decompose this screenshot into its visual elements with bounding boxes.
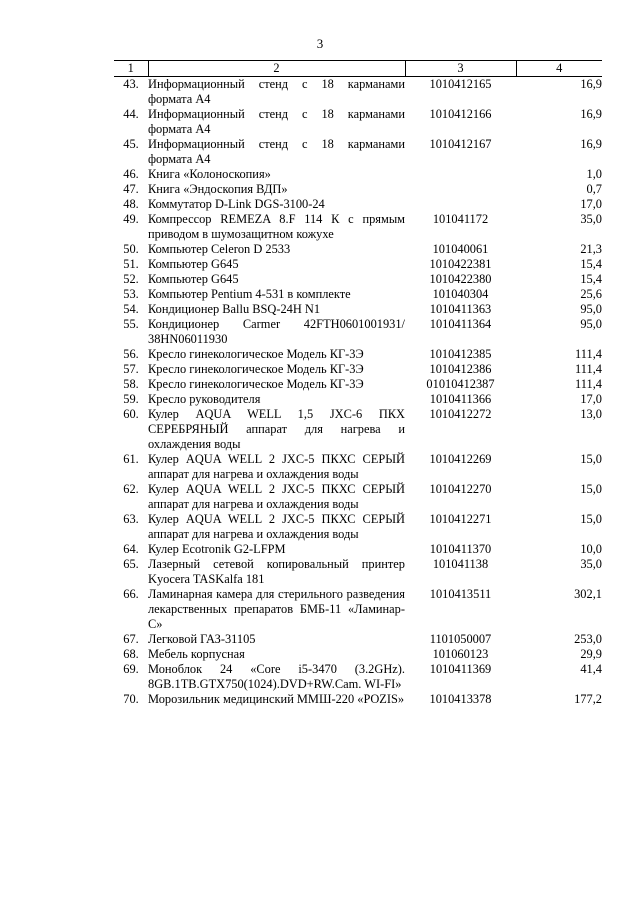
table-row bbox=[114, 452, 602, 482]
item-value: 95,0 bbox=[580, 302, 602, 316]
inventory-number: 1010412270 bbox=[429, 482, 492, 496]
item-description: Кресло гинекологическое Модель КГ-3Э bbox=[148, 377, 364, 391]
item-description: Информационный стенд с 18 карманами формата А4 bbox=[148, 107, 405, 136]
item-number: 54. bbox=[123, 302, 139, 316]
item-number: 52. bbox=[123, 272, 139, 286]
item-value: 21,3 bbox=[580, 242, 602, 256]
table-header-row bbox=[114, 61, 602, 77]
item-description: Кулер AQUA WELL 2 JXC-5 ПКХС СЕРЫЙ аппарат для нагрева и охлаждения воды bbox=[148, 452, 405, 481]
item-description: Кресло руководителя bbox=[148, 392, 261, 406]
item-value: 15,4 bbox=[580, 257, 602, 271]
inventory-number: 1010411370 bbox=[429, 542, 492, 556]
table-row bbox=[114, 662, 602, 692]
inventory-number: 1010412167 bbox=[429, 137, 492, 151]
item-value: 17,0 bbox=[580, 197, 602, 211]
item-number: 44. bbox=[123, 107, 139, 121]
item-number: 50. bbox=[123, 242, 139, 256]
table-row bbox=[114, 287, 602, 302]
item-description: Информационный стенд с 18 карманами формата А4 bbox=[148, 137, 405, 166]
item-description: Коммутатор D-Link DGS-3100-24 bbox=[148, 197, 325, 211]
column-header: 4 bbox=[516, 61, 602, 77]
table-row bbox=[114, 242, 602, 257]
item-description: Компьютер G645 bbox=[148, 257, 239, 271]
item-number: 47. bbox=[123, 182, 139, 196]
item-number: 59. bbox=[123, 392, 139, 406]
table-row bbox=[114, 272, 602, 287]
item-value: 15,0 bbox=[580, 452, 602, 466]
item-description: Ламинарная камера для стерильного разведения лекарственных препаратов БМБ-11 «Ламинар-С» bbox=[148, 587, 405, 631]
column-header: 1 bbox=[114, 61, 148, 77]
inventory-number: 101041172 bbox=[432, 212, 489, 226]
item-number: 55. bbox=[123, 317, 139, 331]
table-row bbox=[114, 197, 602, 212]
item-number: 64. bbox=[123, 542, 139, 556]
page-number: 3 bbox=[316, 36, 324, 51]
table-row bbox=[114, 77, 602, 108]
inventory-number: 101040061 bbox=[432, 242, 489, 256]
table-row bbox=[114, 542, 602, 557]
item-number: 43. bbox=[123, 77, 139, 91]
inventory-number: 1010412271 bbox=[429, 512, 492, 526]
item-number: 56. bbox=[123, 347, 139, 361]
item-value: 35,0 bbox=[580, 557, 602, 571]
item-description: Кондиционер Ballu BSQ-24H N1 bbox=[148, 302, 321, 316]
inventory-number: 101060123 bbox=[432, 647, 489, 661]
item-number: 53. bbox=[123, 287, 139, 301]
table-row bbox=[114, 362, 602, 377]
inventory-number: 1010412386 bbox=[429, 362, 492, 376]
item-value: 111,4 bbox=[575, 347, 602, 361]
item-description: Легковой ГАЗ-31105 bbox=[148, 632, 256, 646]
inventory-table bbox=[114, 60, 602, 707]
inventory-number: 1010412166 bbox=[429, 107, 492, 121]
table-row bbox=[114, 392, 602, 407]
item-number: 58. bbox=[123, 377, 139, 391]
item-description: Кулер Ecotronik G2-LFPM bbox=[148, 542, 286, 556]
item-value: 111,4 bbox=[575, 362, 602, 376]
item-number: 61. bbox=[123, 452, 139, 466]
item-value: 13,0 bbox=[580, 407, 602, 421]
item-value: 16,9 bbox=[580, 137, 602, 151]
item-description: Моноблок 24 «Core i5-3470 (3.2GHz). 8GB.1TB.GTX750(1024).DVD+RW.Cam. WI-FI» bbox=[148, 662, 405, 691]
inventory-number: 101041138 bbox=[432, 557, 489, 571]
inventory-number: 1010411366 bbox=[429, 392, 492, 406]
item-description: Информационный стенд с 18 карманами формата А4 bbox=[148, 77, 405, 106]
item-number: 60. bbox=[123, 407, 139, 421]
table-row bbox=[114, 482, 602, 512]
item-description: Компьютер Pentium 4-531 в комплекте bbox=[148, 287, 351, 301]
item-value: 41,4 bbox=[580, 662, 602, 676]
inventory-number: 1010412385 bbox=[429, 347, 492, 361]
inventory-number: 1010412269 bbox=[429, 452, 492, 466]
item-number: 68. bbox=[123, 647, 139, 661]
item-value: 111,4 bbox=[575, 377, 602, 391]
inventory-number: 1010411363 bbox=[429, 302, 492, 316]
inventory-number: 1101050007 bbox=[429, 632, 492, 646]
item-description: Мебель корпусная bbox=[148, 647, 245, 661]
item-value: 29,9 bbox=[580, 647, 602, 661]
inventory-number: 1010412165 bbox=[429, 77, 492, 91]
inventory-number: 1010422381 bbox=[429, 257, 492, 271]
inventory-number: 1010422380 bbox=[429, 272, 492, 286]
item-value: 177,2 bbox=[574, 692, 602, 706]
item-value: 35,0 bbox=[580, 212, 602, 226]
item-value: 95,0 bbox=[580, 317, 602, 331]
item-number: 67. bbox=[123, 632, 139, 646]
item-description: Морозильник медицинский ММШ-220 «POZIS» bbox=[148, 692, 405, 706]
item-description: Кресло гинекологическое Модель КГ-3Э bbox=[148, 347, 364, 361]
item-number: 62. bbox=[123, 482, 139, 496]
item-number: 46. bbox=[123, 167, 139, 181]
item-value: 16,9 bbox=[580, 77, 602, 91]
table-row bbox=[114, 647, 602, 662]
item-number: 51. bbox=[123, 257, 139, 271]
item-description: Кулер AQUA WELL 1,5 JXC-6 ПКХ СЕРЕБРЯНЫЙ аппарат для нагрева и охлаждения воды bbox=[148, 407, 405, 451]
table-row bbox=[114, 347, 602, 362]
item-value: 16,9 bbox=[580, 107, 602, 121]
item-number: 57. bbox=[123, 362, 139, 376]
item-description: Кулер AQUA WELL 2 JXC-5 ПКХС СЕРЫЙ аппарат для нагрева и охлаждения воды bbox=[148, 512, 405, 541]
column-header: 3 bbox=[405, 61, 516, 77]
item-description: Лазерный сетевой копировальный принтер Kyocera TASKalfa 181 bbox=[148, 557, 405, 586]
table-row bbox=[114, 692, 602, 707]
item-number: 69. bbox=[123, 662, 139, 676]
table-row bbox=[114, 182, 602, 197]
table-row bbox=[114, 212, 602, 242]
inventory-number: 1010411364 bbox=[429, 317, 492, 331]
item-number: 45. bbox=[123, 137, 139, 151]
table-row bbox=[114, 632, 602, 647]
inventory-number bbox=[405, 167, 516, 182]
item-description: Книга «Эндоскопия ВДП» bbox=[148, 182, 288, 196]
item-description: Книга «Колоноскопия» bbox=[148, 167, 271, 181]
table-row bbox=[114, 317, 602, 347]
table-row bbox=[114, 302, 602, 317]
inventory-number bbox=[405, 182, 516, 197]
item-description: Компьютер G645 bbox=[148, 272, 239, 286]
item-number: 49. bbox=[123, 212, 139, 226]
item-number: 70. bbox=[123, 692, 139, 706]
item-value: 302,1 bbox=[574, 587, 602, 601]
item-description: Кресло гинекологическое Модель КГ-3Э bbox=[148, 362, 364, 376]
inventory-number: 1010412272 bbox=[429, 407, 492, 421]
item-value: 25,6 bbox=[580, 287, 602, 301]
item-description: Компьютер Celeron D 2533 bbox=[148, 242, 291, 256]
item-number: 65. bbox=[123, 557, 139, 571]
item-description: Компрессор REMEZA 8.F 114 К с прямым приводом в шумозащитном кожухе bbox=[148, 212, 405, 241]
item-value: 1,0 bbox=[586, 167, 602, 181]
inventory-number: 1010411369 bbox=[429, 662, 492, 676]
table-row bbox=[114, 167, 602, 182]
table-row bbox=[114, 587, 602, 632]
inventory-number: 101040304 bbox=[432, 287, 489, 301]
item-value: 15,4 bbox=[580, 272, 602, 286]
item-description: Кондиционер Carmer 42FTH0601001931/ 38HN06011930 bbox=[148, 317, 405, 346]
inventory-number: 1010413511 bbox=[429, 587, 492, 601]
column-header: 2 bbox=[148, 61, 405, 77]
item-value: 0,7 bbox=[586, 182, 602, 196]
item-description: Кулер AQUA WELL 2 JXC-5 ПКХС СЕРЫЙ аппарат для нагрева и охлаждения воды bbox=[148, 482, 405, 511]
table-row bbox=[114, 257, 602, 272]
item-value: 15,0 bbox=[580, 512, 602, 526]
table-row bbox=[114, 557, 602, 587]
item-number: 66. bbox=[123, 587, 139, 601]
table-row bbox=[114, 512, 602, 542]
item-number: 48. bbox=[123, 197, 139, 211]
table-row bbox=[114, 107, 602, 137]
inventory-number bbox=[405, 197, 516, 212]
inventory-number: 01010412387 bbox=[426, 377, 495, 391]
table-row bbox=[114, 377, 602, 392]
item-value: 17,0 bbox=[580, 392, 602, 406]
item-value: 253,0 bbox=[574, 632, 602, 646]
inventory-number: 1010413378 bbox=[429, 692, 492, 706]
table-row bbox=[114, 407, 602, 452]
item-value: 15,0 bbox=[580, 482, 602, 496]
item-value: 10,0 bbox=[580, 542, 602, 556]
item-number: 63. bbox=[123, 512, 139, 526]
table-row bbox=[114, 137, 602, 167]
